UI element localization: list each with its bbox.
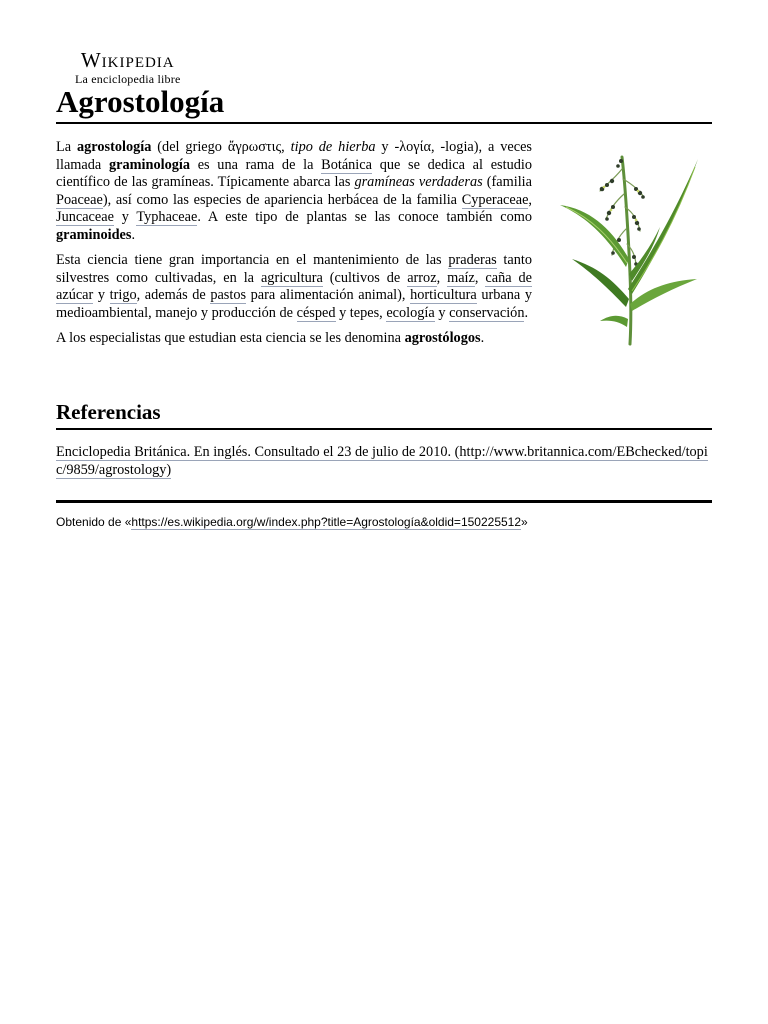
text: para alimentación animal), [246,287,411,303]
footer-suffix: » [521,515,528,529]
text: (cultivos de [322,269,408,286]
text: es una rama de la [189,156,322,173]
text: y [93,287,110,303]
link-horticultura[interactable]: horticultura [410,287,477,303]
text: ), así como las especies de apariencia herbácea de la familia [102,191,462,208]
italic-text: tipo de hierba [290,139,376,155]
text: Esta ciencia tiene gran importancia en el mantenimiento de las [56,252,449,268]
bold-term: agrostología [76,139,152,155]
text: y -λογία, -logia), a veces llamada [56,139,532,173]
link-maiz[interactable]: maíz [447,269,475,286]
text: . A este tipo de plantas se las conoce también como [197,209,532,225]
link-pastos[interactable]: pastos [210,287,247,303]
text: La [56,139,77,155]
text: urbana y medioambiental, manejo y producción de [56,287,532,321]
link-cana-de-azucar[interactable]: caña de azúcar [56,269,532,303]
link-juncaceae[interactable]: Juncaceae [56,209,114,225]
footer-prefix: Obtenido de « [56,515,132,529]
text: , [474,269,486,286]
wikipedia-logo[interactable] [75,48,180,86]
text: y [434,304,450,321]
references-heading: Referencias [56,398,712,430]
divider [56,500,712,503]
link-arroz[interactable]: arroz [407,269,437,286]
logo-tagline: La enciclopedia libre [75,72,181,86]
link-botanica[interactable]: Botánica [321,156,372,173]
reference-link[interactable]: Enciclopedia Británica. En inglés. Consultado el 23 de julio de 2010. (http://www.britannica.com/EBchecked/topic/9859/agrostology) [56,444,708,478]
logo-wordmark: Wikipedia [80,48,175,72]
text: (del griego [151,139,228,155]
link-trigo[interactable]: trigo [109,287,137,303]
text: que se dedica al estudio científico de las gramíneas. Típicamente abarca las [56,156,532,190]
link-cesped[interactable]: césped [296,304,336,321]
grass-plant-illustration [552,139,712,347]
text: . [480,330,485,346]
text: , [528,191,532,208]
link-ecologia[interactable]: ecología [386,304,435,321]
link-cyperaceae[interactable]: Cyperaceae [461,191,529,208]
bold-term: graminología [108,156,190,173]
text: , [436,269,448,286]
text: tanto silvestres como cultivadas, en la [56,252,533,286]
footer-permalink[interactable]: https://es.wikipedia.org/w/index.php?title=Agrostología&oldid=150225512 [131,515,522,529]
text: y tepes, [335,304,387,321]
text: A los especialistas que estudian esta ciencia se les denomina [56,330,405,346]
text: . [524,304,529,321]
italic-text: gramíneas verdaderas [354,174,483,190]
link-typhaceae[interactable]: Typhaceae [136,209,198,225]
footer-retrieved-from [56,514,712,530]
link-agricultura[interactable]: agricultura [260,269,323,286]
link-conservacion[interactable]: conservación [449,304,525,321]
text: . [131,226,136,243]
greek-text: ἄγρωστις, [227,139,291,155]
article-body [56,139,712,356]
bold-term: agrostólogos [404,330,481,346]
link-poaceae[interactable]: Poaceae [56,191,103,208]
text: (familia [482,174,532,190]
text: y [113,209,137,225]
bold-term: graminoides [56,226,132,243]
reference-item [56,443,712,479]
page-title: Agrostología [56,82,712,124]
grass-plant-icon [552,139,712,347]
link-praderas[interactable]: praderas [448,252,497,268]
text: , además de [136,287,211,303]
